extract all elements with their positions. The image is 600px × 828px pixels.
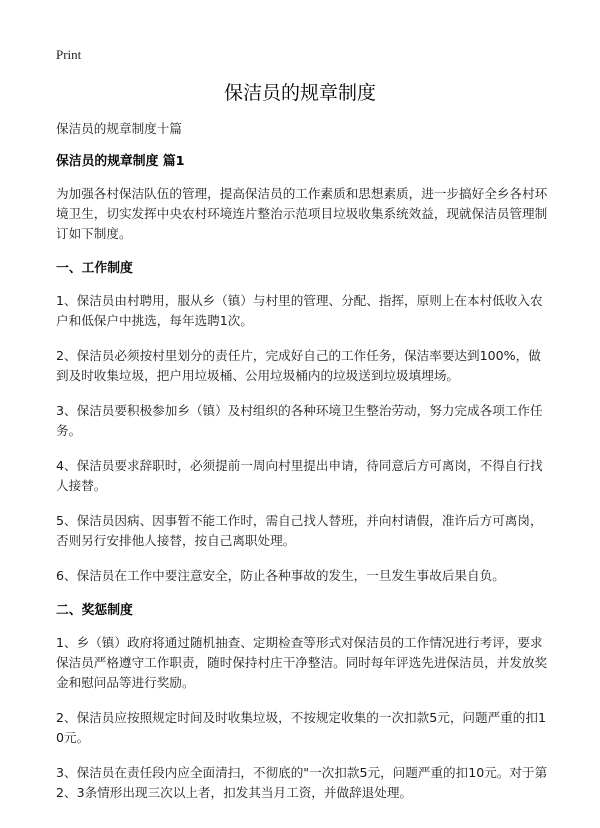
intro-paragraph: 为加强各村保洁队伍的管理，提高保洁员的工作素质和思想素质，进一步搞好全乡各村环境卫生，切实发挥中央农村环境连片整治示范项目垃圾收集系统效益，现就保洁员管理制订如下制度。 [56,186,548,241]
section-title: 保洁员的规章制度 篇1 [56,154,185,169]
reward-rules-heading: 二、奖惩制度 [56,603,133,618]
work-rule-item: 2、保洁员必须按村里划分的责任片，完成好自己的工作任务，保洁率要达到100%，做到及时收集垃圾，把户用垃圾桶、公用垃圾桶内的垃圾送到垃圾填埋场。 [56,348,541,383]
work-rules-heading: 一、工作制度 [56,261,133,276]
reward-rule-item: 1、乡（镇）政府将通过随机抽查、定期检查等形式对保洁员的工作情况进行考评，要求保洁员严格遵守工作职责，随时保持村庄干净整洁。同时每年评选先进保洁员，并发放奖金和慰问品等进行奖励。 [56,635,548,690]
print-label: Print [56,47,82,62]
reward-rule-item: 2、保洁员应按照规定时间及时收集垃圾，不按规定收集的一次扣款5元，问题严重的扣10元。 [56,710,547,745]
work-rule-item: 4、保洁员要求辞职时，必须提前一周向村里提出申请，待同意后方可离岗，不得自行找人接替。 [56,458,543,493]
work-rule-item: 5、保洁员因病、因事暂不能工作时，需自己找人替班，并向村请假，准许后方可离岗，否则另行安排他人接替，按自己离职处理。 [56,513,543,548]
document-title: 保洁员的规章制度 [223,82,376,104]
work-rule-item: 6、保洁员在工作中要注意安全，防止各种事故的发生，一旦发生事故后果自负。 [56,568,505,583]
work-rule-item: 3、保洁员要积极参加乡（镇）及村组织的各种环境卫生整治劳动，努力完成各项工作任务。 [56,403,543,438]
work-rule-item: 1、保洁员由村聘用，服从乡（镇）与村里的管理、分配、指挥，原则上在本村低收入农户和低保户中挑选，每年选聘1次。 [56,293,543,328]
document-subtitle: 保洁员的规章制度十篇 [56,121,182,136]
document-body [56,119,548,803]
reward-rule-item: 3、保洁员在责任段内应全面清扫，不彻底的"一次扣款5元，问题严重的扣10元。对于第2、3条情形出现三次以上者，扣发其当月工资，并做辞退处理。 [56,765,548,800]
